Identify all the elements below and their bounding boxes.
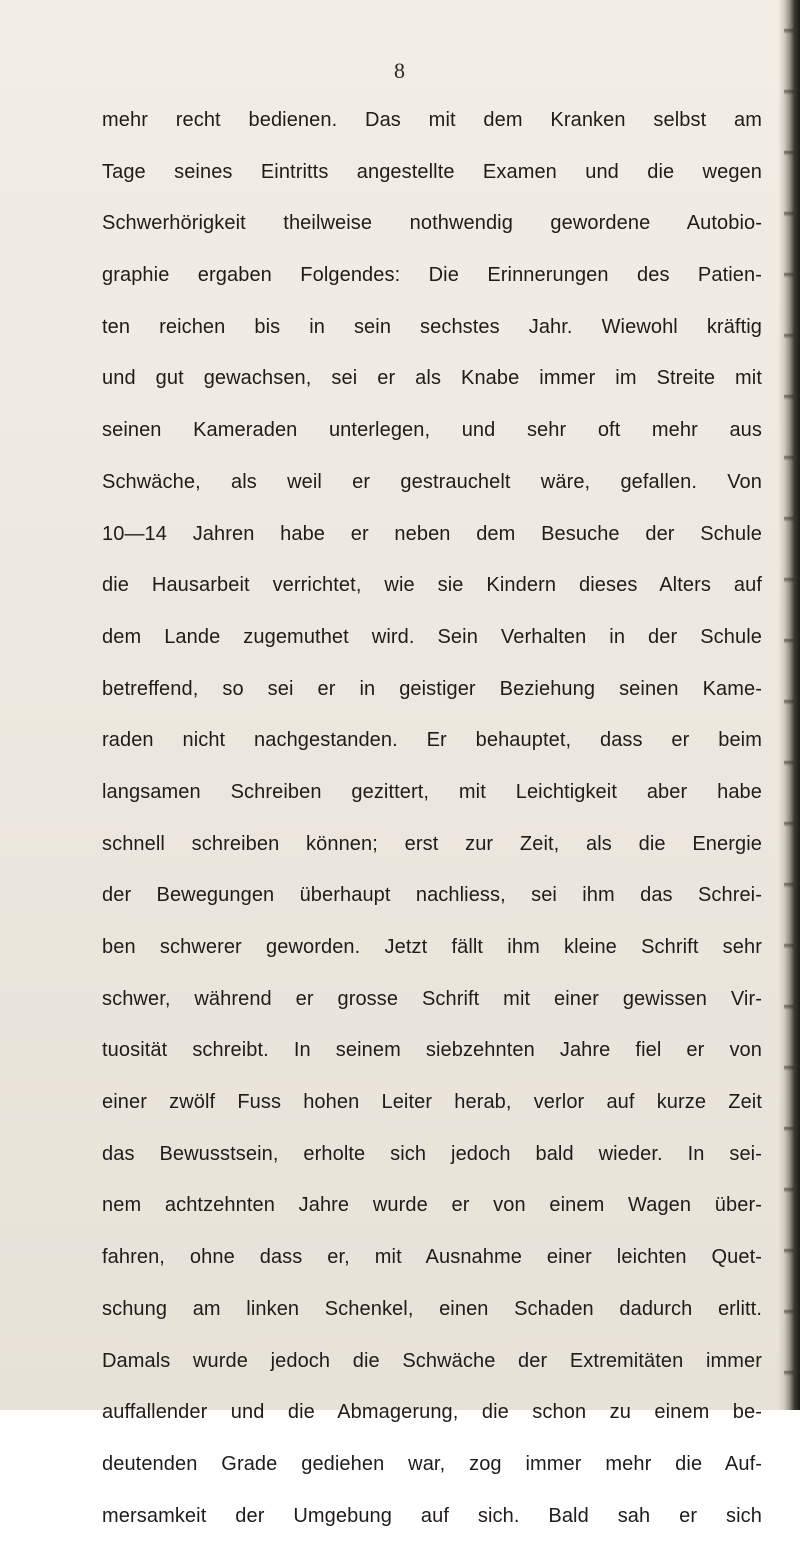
text-line: betreffend, so sei er in geistiger Beziehung seinen Kame- — [102, 677, 762, 700]
text-line: mersamkeit der Umgebung auf sich. Bald sah er sich — [102, 1504, 762, 1527]
text-line: tuosität schreibt. In seinem siebzehnten Jahre fiel er von — [102, 1039, 762, 1062]
text-line: mehr recht bedienen. Das mit dem Kranken selbst am — [102, 109, 762, 131]
text-line: ben schwerer geworden. Jetzt fällt ihm kleine Schrift sehr — [102, 936, 762, 958]
text-line: der Bewegungen überhaupt nachliess, sei ihm das Schrei- — [102, 884, 762, 907]
text-line: schwer, während er grosse Schrift mit einer gewissen Vir- — [102, 987, 762, 1010]
page-number: 8 — [394, 58, 406, 83]
text-line: schung am linken Schenkel, einen Schaden dadurch erlitt. — [102, 1297, 762, 1320]
text-line: nem achtzehnten Jahre wurde er von einem Wagen über- — [102, 1194, 762, 1217]
text-line: die Hausarbeit verrichtet, wie sie Kindern dieses Alters auf — [102, 574, 762, 597]
text-line: Damals wurde jedoch die Schwäche der Extremitäten immer — [102, 1349, 762, 1372]
text-line: und gut gewachsen, sei er als Knabe immer im Streite mit — [102, 367, 762, 390]
text-line: auffallender und die Abmagerung, die schon zu einem be- — [102, 1401, 762, 1424]
text-line: langsamen Schreiben gezittert, mit Leichtigkeit aber habe — [102, 780, 762, 803]
text-line: Schwerhörigkeit theilweise nothwendig gewordene Autobio- — [102, 212, 762, 235]
text-line: schnell schreiben können; erst zur Zeit, als die Energie — [102, 832, 762, 855]
text-line: das Bewusstsein, erholte sich jedoch bald wieder. In sei- — [102, 1142, 762, 1165]
text-line: Tage seines Eintritts angestellte Examen und die wegen — [102, 160, 762, 183]
text-line: fahren, ohne dass er, mit Ausnahme einer leichten Quet- — [102, 1246, 762, 1269]
text-line: dem Lande zugemuthet wird. Sein Verhalten in der Schule — [102, 625, 762, 648]
text-line: Schwäche, als weil er gestrauchelt wäre, gefallen. Von — [102, 470, 762, 493]
text-line: einer zwölf Fuss hohen Leiter herab, verlor auf kurze Zeit — [102, 1091, 762, 1114]
text-line: ten reichen bis in sein sechstes Jahr. Wiewohl kräftig — [102, 315, 762, 338]
page-edge-streaks — [784, 0, 794, 1410]
body-text — [102, 95, 762, 1542]
text-line: deutenden Grade gediehen war, zog immer mehr die Auf- — [102, 1452, 762, 1475]
text-line: graphie ergaben Folgendes: Die Erinnerungen des Patien- — [102, 264, 762, 287]
text-line: seinen Kameraden unterlegen, und sehr oft mehr aus — [102, 419, 762, 442]
text-line: 10—14 Jahren habe er neben dem Besuche der Schule — [102, 522, 762, 545]
text-line: raden nicht nachgestanden. Er behauptet, dass er beim — [102, 729, 762, 752]
